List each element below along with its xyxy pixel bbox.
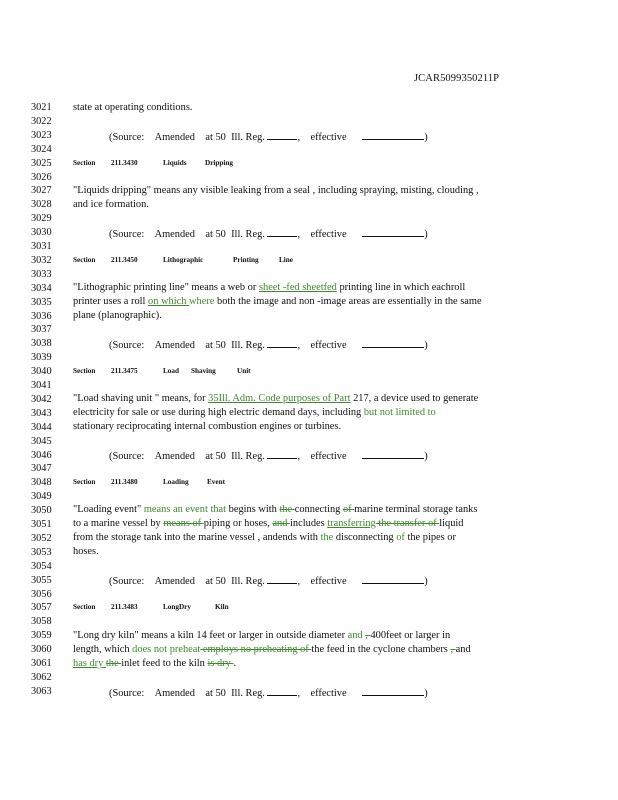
section-heading: Section 211.3480 Loading Event [73,478,225,486]
inserted-text: sheet -fed sheetfed [258,282,337,293]
blank-field [362,449,424,459]
text-line-3034: "Lithographic printing line" means a web or sheet -fed sheetfed printing line in which eachroll [73,282,466,293]
line-number: 3034 [31,282,52,294]
inserted-text: means an event that [143,504,227,515]
line-number: 3058 [31,616,52,628]
blank-field [267,449,297,459]
deleted-text: , [450,644,456,655]
deleted-text: the [279,504,295,515]
line-number: 3046 [31,449,52,461]
text-line-3051: to a marine vessel by means of piping or hoses, and includes transferring the transfer of liquid [73,518,464,529]
line-number: 3061 [31,658,52,669]
text-line-3027: "Liquids dripping" means any visible leaking from a seal , including spraying, misting, clouding , [73,185,479,196]
text-line-3042: "Load shaving unit " means, for 35Ill. Adm. Code purposes of Part 217, a device used to generate [73,393,479,404]
text-line-3035: printer uses a roll on which where both the image and non -image areas are essentially in the same [73,296,482,307]
line-number: 3043 [31,407,52,419]
line-number: 3063 [31,685,52,697]
inserted-text: but not limited to [363,407,436,418]
section-heading: Section 211.3483 LongDry Kiln [73,603,229,611]
line-number: 3041 [31,380,52,391]
inserted-text: has dry [73,658,106,669]
blank-field [267,338,297,348]
line-number: 3060 [31,644,52,656]
blank-field [362,130,424,140]
line-number: 3049 [31,491,52,503]
line-number: 3054 [31,560,52,572]
blank-field [267,130,297,140]
line-number: 3059 [31,630,52,642]
line-number: 3040 [31,366,52,378]
source-line: (Source: Amended at 50 Ill. Reg. , effective ) [109,229,428,240]
line-number: 3027 [31,185,52,197]
deleted-text: , [365,630,371,641]
line-number: 3031 [31,241,52,252]
line-number: 3035 [31,296,52,308]
blank-field [267,227,297,237]
line-number: 3052 [31,532,52,544]
deleted-text: is dry [207,658,234,669]
inserted-text: of [396,532,405,543]
blank-field [267,574,297,584]
inserted-text: transferring [327,518,376,529]
deleted-text: the transfer of [375,518,440,529]
deleted-text: the [105,658,122,669]
deleted-text: means of [163,518,204,529]
line-number: 3039 [31,352,52,364]
line-number: 3045 [31,435,52,447]
text-line-3059: "Long dry kiln" means a kiln 14 feet or larger in outside diameter and , 400feet or larger in [73,630,451,641]
blank-field [362,686,424,696]
source-line: (Source: Amended at 50 Ill. Reg. , effective ) [109,576,428,587]
line-number: 3022 [31,115,52,127]
line-number: 3062 [31,671,52,683]
line-number: 3048 [31,477,52,489]
text-line-3043: electricity for sale or use during high electric demand days, including but not limited to [73,407,436,418]
source-line: (Source: Amended at 50 Ill. Reg. , effective ) [109,451,428,462]
line-number: 3037 [31,324,52,336]
document-id-header: JCAR5099350211P [414,73,500,84]
line-number: 3024 [31,143,52,155]
line-number: 3042 [31,393,52,405]
inserted-text: the [320,532,334,543]
line-number: 3025 [31,157,52,169]
section-heading: Section 211.3450 Lithographic Printing Line [73,256,293,264]
inserted-text: does not preheat [132,644,201,655]
text-line-3052: from the storage tank into the marine vessel , andends with the disconnecting of the pipes or [73,532,456,543]
line-number: 3050 [31,505,52,517]
line-number: 3028 [31,199,52,211]
deleted-text: of [342,504,355,515]
inserted-text: on which [148,296,190,307]
section-heading: Section 211.3430 Liquids Dripping [73,159,233,167]
line-number: 3057 [31,602,52,614]
blank-field [362,227,424,237]
line-number: 3055 [31,574,52,586]
line-number: 3030 [31,227,52,239]
text-line-3053: hoses. [73,546,99,557]
deleted-text: employs no preheating of [200,644,312,655]
line-number: 3023 [31,129,52,141]
source-line: (Source: Amended at 50 Ill. Reg. , effective ) [109,132,428,143]
text-line-3044: stationary reciprocating internal combustion engines or turbines. [73,421,342,432]
text-line-3050: "Loading event" means an event that begins with the connecting of marine terminal storage tanks [73,504,478,515]
text-line-3021: state at operating conditions. [73,102,193,113]
source-line: (Source: Amended at 50 Ill. Reg. , effective ) [109,340,428,351]
line-number: 3038 [31,338,52,350]
line-number: 3056 [31,588,52,600]
source-line: (Source: Amended at 50 Ill. Reg. , effective ) [109,688,428,699]
line-number: 3051 [31,519,52,530]
blank-field [267,686,297,696]
line-number: 3053 [31,546,52,558]
text-line-3060: length, which does not preheat employs no preheating of the feed in the cyclone chambers , and [73,644,471,655]
text-line-3036: plane (planographic). [73,310,162,321]
text-line-3061: has dry the inlet feed to the kiln is dry . [73,658,237,669]
line-number: 3032 [31,254,52,266]
inserted-text: where [189,296,215,307]
line-number: 3044 [31,421,52,433]
line-number: 3033 [31,268,52,280]
blank-field [362,574,424,584]
line-number: 3029 [31,213,52,225]
line-number: 3021 [31,102,52,113]
inserted-text: and [347,630,366,641]
deleted-text: and [272,518,291,529]
section-heading: Section 211.3475 Load Shaving Unit [73,367,251,375]
line-number: 3047 [31,463,52,475]
text-line-3028: and ice formation. [73,199,149,210]
line-number: 3036 [31,310,52,322]
line-number: 3026 [31,171,52,183]
inserted-text: 35Ill. Adm. Code purposes of Part [208,393,351,404]
blank-field [362,338,424,348]
